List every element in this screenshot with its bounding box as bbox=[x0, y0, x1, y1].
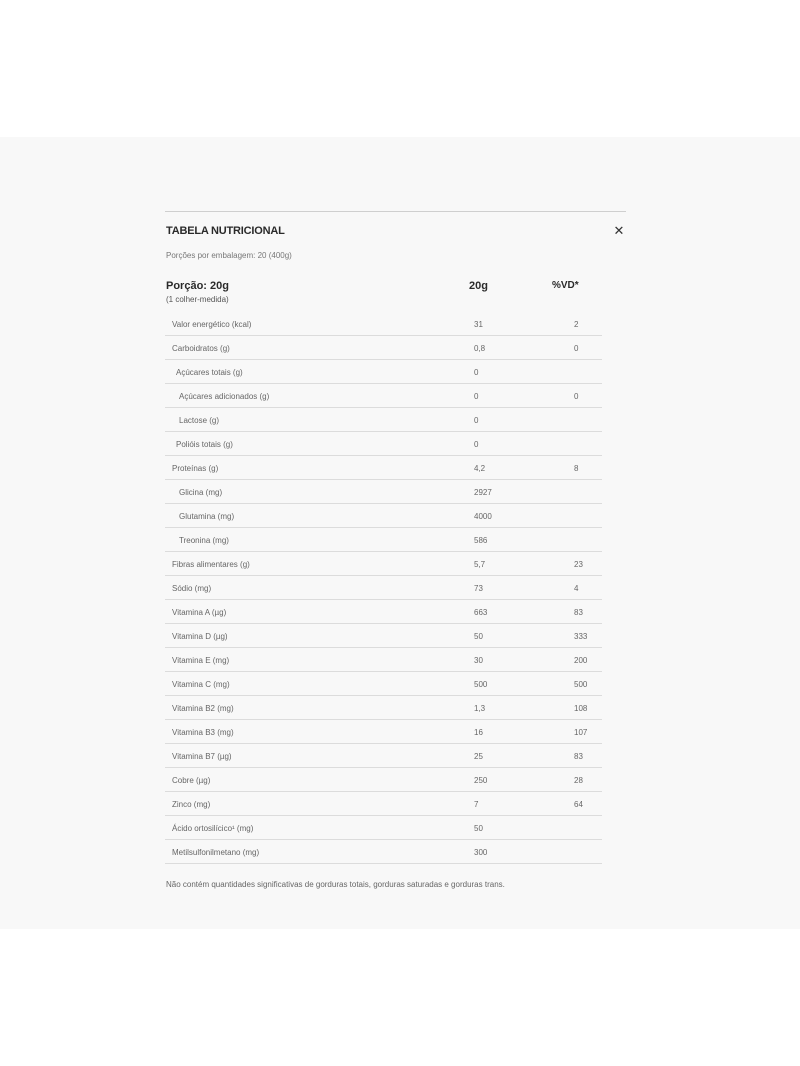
nutrient-name: Açúcares totais (g) bbox=[176, 368, 243, 377]
nutrient-quantity: 586 bbox=[474, 536, 488, 545]
table-row bbox=[165, 744, 602, 768]
table-row bbox=[165, 816, 602, 840]
table-title: TABELA NUTRICIONAL bbox=[166, 225, 285, 237]
nutrient-quantity: 1,3 bbox=[474, 704, 486, 713]
nutrient-daily-value: 333 bbox=[574, 632, 588, 641]
nutrient-name: Vitamina B3 (mg) bbox=[172, 728, 234, 737]
nutrient-quantity: 0 bbox=[474, 392, 479, 401]
nutrient-daily-value: 4 bbox=[574, 584, 579, 593]
nutrient-name: Ácido ortosilícico¹ (mg) bbox=[172, 824, 254, 833]
nutrient-daily-value: 0 bbox=[574, 392, 579, 401]
nutrient-quantity: 31 bbox=[474, 320, 483, 329]
nutrient-rows bbox=[165, 312, 602, 864]
nutrient-quantity: 663 bbox=[474, 608, 488, 617]
portion-subheading: (1 colher-medida) bbox=[166, 295, 229, 304]
table-row bbox=[165, 528, 602, 552]
nutrient-name: Carboidratos (g) bbox=[172, 344, 230, 353]
quantity-column-header: 20g bbox=[469, 280, 488, 292]
nutrient-quantity: 2927 bbox=[474, 488, 492, 497]
table-row bbox=[165, 600, 602, 624]
nutrient-name: Valor energético (kcal) bbox=[172, 320, 252, 329]
nutrient-quantity: 50 bbox=[474, 632, 483, 641]
nutrient-daily-value: 2 bbox=[574, 320, 579, 329]
nutrient-daily-value: 200 bbox=[574, 656, 588, 665]
table-row bbox=[165, 480, 602, 504]
nutrient-quantity: 0,8 bbox=[474, 344, 486, 353]
nutrient-quantity: 5,7 bbox=[474, 560, 486, 569]
table-row bbox=[165, 432, 602, 456]
nutrient-name: Vitamina B7 (µg) bbox=[172, 752, 232, 761]
daily-value-column-header: %VD* bbox=[552, 280, 579, 291]
nutrient-quantity: 4,2 bbox=[474, 464, 486, 473]
nutrient-daily-value: 83 bbox=[574, 608, 583, 617]
table-row bbox=[165, 768, 602, 792]
table-row bbox=[165, 696, 602, 720]
nutrient-name: Cobre (µg) bbox=[172, 776, 211, 785]
nutrient-name: Zinco (mg) bbox=[172, 800, 211, 809]
nutrient-quantity: 0 bbox=[474, 368, 479, 377]
nutrient-quantity: 300 bbox=[474, 848, 488, 857]
nutrient-name: Glutamina (mg) bbox=[179, 512, 235, 521]
nutrient-name: Sódio (mg) bbox=[172, 584, 212, 593]
table-row bbox=[165, 504, 602, 528]
nutrient-name: Treonina (mg) bbox=[179, 536, 229, 545]
table-row bbox=[165, 336, 602, 360]
table-row bbox=[165, 384, 602, 408]
nutrient-daily-value: 108 bbox=[574, 704, 588, 713]
nutrient-quantity: 250 bbox=[474, 776, 488, 785]
nutrient-daily-value: 0 bbox=[574, 344, 579, 353]
table-row bbox=[165, 648, 602, 672]
nutrient-name: Fibras alimentares (g) bbox=[172, 560, 250, 569]
close-icon[interactable]: ✕ bbox=[613, 223, 625, 238]
top-divider bbox=[165, 211, 626, 212]
nutrient-quantity: 30 bbox=[474, 656, 483, 665]
nutrient-daily-value: 83 bbox=[574, 752, 583, 761]
nutrient-daily-value: 107 bbox=[574, 728, 588, 737]
table-row bbox=[165, 720, 602, 744]
nutrient-daily-value: 8 bbox=[574, 464, 579, 473]
nutrient-name: Vitamina B2 (mg) bbox=[172, 704, 234, 713]
footnote: Não contém quantidades significativas de gorduras totais, gorduras saturadas e gorduras trans. bbox=[166, 880, 505, 889]
table-row bbox=[165, 408, 602, 432]
table-row bbox=[165, 672, 602, 696]
nutrient-name: Lactose (g) bbox=[179, 416, 220, 425]
nutrient-quantity: 7 bbox=[474, 800, 479, 809]
table-row bbox=[165, 792, 602, 816]
portion-heading: Porção: 20g bbox=[166, 280, 229, 292]
nutrient-name: Proteínas (g) bbox=[172, 464, 219, 473]
nutrient-name: Polióis totais (g) bbox=[176, 440, 233, 449]
table-row bbox=[165, 360, 602, 384]
table-row bbox=[165, 552, 602, 576]
nutrient-daily-value: 28 bbox=[574, 776, 583, 785]
table-row bbox=[165, 576, 602, 600]
nutrient-quantity: 0 bbox=[474, 416, 479, 425]
nutrient-quantity: 500 bbox=[474, 680, 488, 689]
nutrient-name: Açúcares adicionados (g) bbox=[179, 392, 270, 401]
nutrient-name: Vitamina E (mg) bbox=[172, 656, 230, 665]
nutrient-name: Metilsulfonilmetano (mg) bbox=[172, 848, 260, 857]
nutrient-name: Vitamina D (µg) bbox=[172, 632, 228, 641]
table-row bbox=[165, 624, 602, 648]
portions-per-package: Porções por embalagem: 20 (400g) bbox=[166, 251, 292, 260]
nutrient-quantity: 4000 bbox=[474, 512, 492, 521]
nutrient-name: Glicina (mg) bbox=[179, 488, 223, 497]
nutrient-daily-value: 500 bbox=[574, 680, 588, 689]
nutrient-quantity: 25 bbox=[474, 752, 483, 761]
nutrient-daily-value: 23 bbox=[574, 560, 583, 569]
table-row bbox=[165, 312, 602, 336]
nutrient-quantity: 16 bbox=[474, 728, 483, 737]
nutrient-quantity: 73 bbox=[474, 584, 483, 593]
nutrient-name: Vitamina A (µg) bbox=[172, 608, 227, 617]
nutrient-quantity: 50 bbox=[474, 824, 483, 833]
table-row bbox=[165, 456, 602, 480]
nutrient-quantity: 0 bbox=[474, 440, 479, 449]
table-row bbox=[165, 840, 602, 864]
nutrient-name: Vitamina C (mg) bbox=[172, 680, 230, 689]
nutrient-daily-value: 64 bbox=[574, 800, 583, 809]
